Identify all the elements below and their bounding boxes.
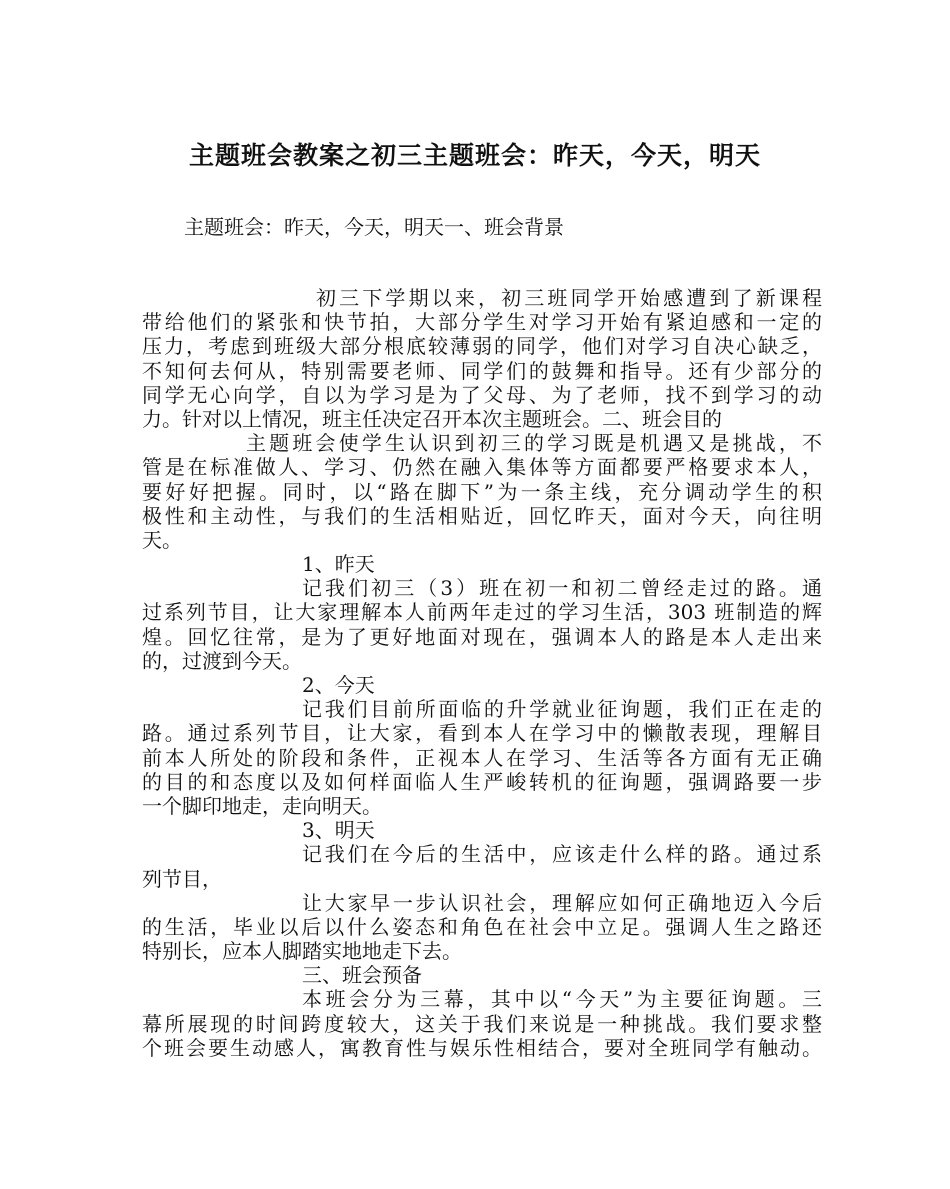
paragraph-line: 初三下学期以来，初三班同学开始感遭到了新课程 xyxy=(316,286,822,310)
paragraph-line: 天。 xyxy=(142,527,182,552)
paragraph-line: 一个脚印地走，走向明天。 xyxy=(142,793,382,818)
paragraph-line: 的目的和态度以及如何样面临人生严峻转机的征询题，强调路要一步 xyxy=(142,769,822,794)
paragraph-line: 压力，考虑到班级大部分根底较薄弱的同学，他们对学习自决心缺乏， xyxy=(142,334,822,359)
paragraph-line: 前本人所处的阶段和条件，正视本人在学习、生活等各方面有无正确 xyxy=(142,745,822,770)
paragraph-line: 主题班会使学生认识到初三的学习既是机遇又是挑战，不 xyxy=(246,431,822,456)
section-heading: 1、昨天 xyxy=(302,552,375,577)
paragraph-line: 管是在标准做人、学习、仍然在融入集体等方面都要严格要求本人， xyxy=(142,455,822,480)
paragraph-line: 路。通过系列节目，让大家，看到本人在学习中的懒散表现，理解目 xyxy=(142,721,822,746)
paragraph-line: 特别长，应本人脚踏实地地走下去。 xyxy=(142,939,462,964)
paragraph-line: 带给他们的紧张和快节拍，大部分学生对学习开始有紧迫感和一定的 xyxy=(142,310,822,335)
document-title: 主题班会教案之初三主题班会：昨天，今天，明天 xyxy=(188,141,761,170)
section-heading: 2、今天 xyxy=(302,673,375,697)
paragraph-line: 力。针对以上情况，班主任决定召开本次主题班会。二、班会目的 xyxy=(142,406,722,431)
paragraph-line: 的生活，毕业以后以什么姿态和角色在社会中立足。强调人生之路还 xyxy=(142,914,822,939)
paragraph-line: 要好好把握。同时，以“路在脚下”为一条主线，充分调动学生的积 xyxy=(142,479,822,504)
document-body xyxy=(142,286,822,1060)
document-subtitle: 主题班会：昨天，今天，明天一、班会背景 xyxy=(184,215,564,239)
paragraph-line: 记我们初三（3）班在初一和初二曾经走过的路。通 xyxy=(302,576,822,601)
paragraph-line: 记我们在今后的生活中，应该走什么样的路。通过系 xyxy=(302,842,822,867)
paragraph-line: 同学无心向学，自以为学习是为了父母、为了老师，找不到学习的动 xyxy=(142,382,822,407)
paragraph-line: 记我们目前所面临的升学就业征询题，我们正在走的 xyxy=(302,697,822,722)
paragraph-line: 煌。回忆往常，是为了更好地面对现在，强调本人的路是本人走出来 xyxy=(142,624,822,649)
paragraph-line: 的，过渡到今天。 xyxy=(142,648,302,673)
section-heading: 3、明天 xyxy=(302,818,375,843)
paragraph-line: 列节目， xyxy=(142,866,222,891)
paragraph-line: 不知何去何从，特别需要老师、同学们的鼓舞和指导。还有少部分的 xyxy=(142,358,822,383)
paragraph-line: 幕所展现的时间跨度较大，这关于我们来说是一种挑战。我们要求整 xyxy=(142,1011,822,1036)
paragraph-line: 个班会要生动感人，寓教育性与娱乐性相结合，要对全班同学有触动。 xyxy=(142,1035,822,1060)
paragraph-line: 本班会分为三幕，其中以“今天”为主要征询题。三 xyxy=(302,987,822,1012)
paragraph-line: 极性和主动性，与我们的生活相贴近，回忆昨天，面对今天，向往明 xyxy=(142,503,822,528)
paragraph-line: 让大家早一步认识社会，理解应如何正确地迈入今后 xyxy=(302,890,822,915)
paragraph-line: 过系列节目，让大家理解本人前两年走过的学习生活，303 班制造的辉 xyxy=(142,600,822,625)
section-heading: 三、班会预备 xyxy=(302,963,422,988)
